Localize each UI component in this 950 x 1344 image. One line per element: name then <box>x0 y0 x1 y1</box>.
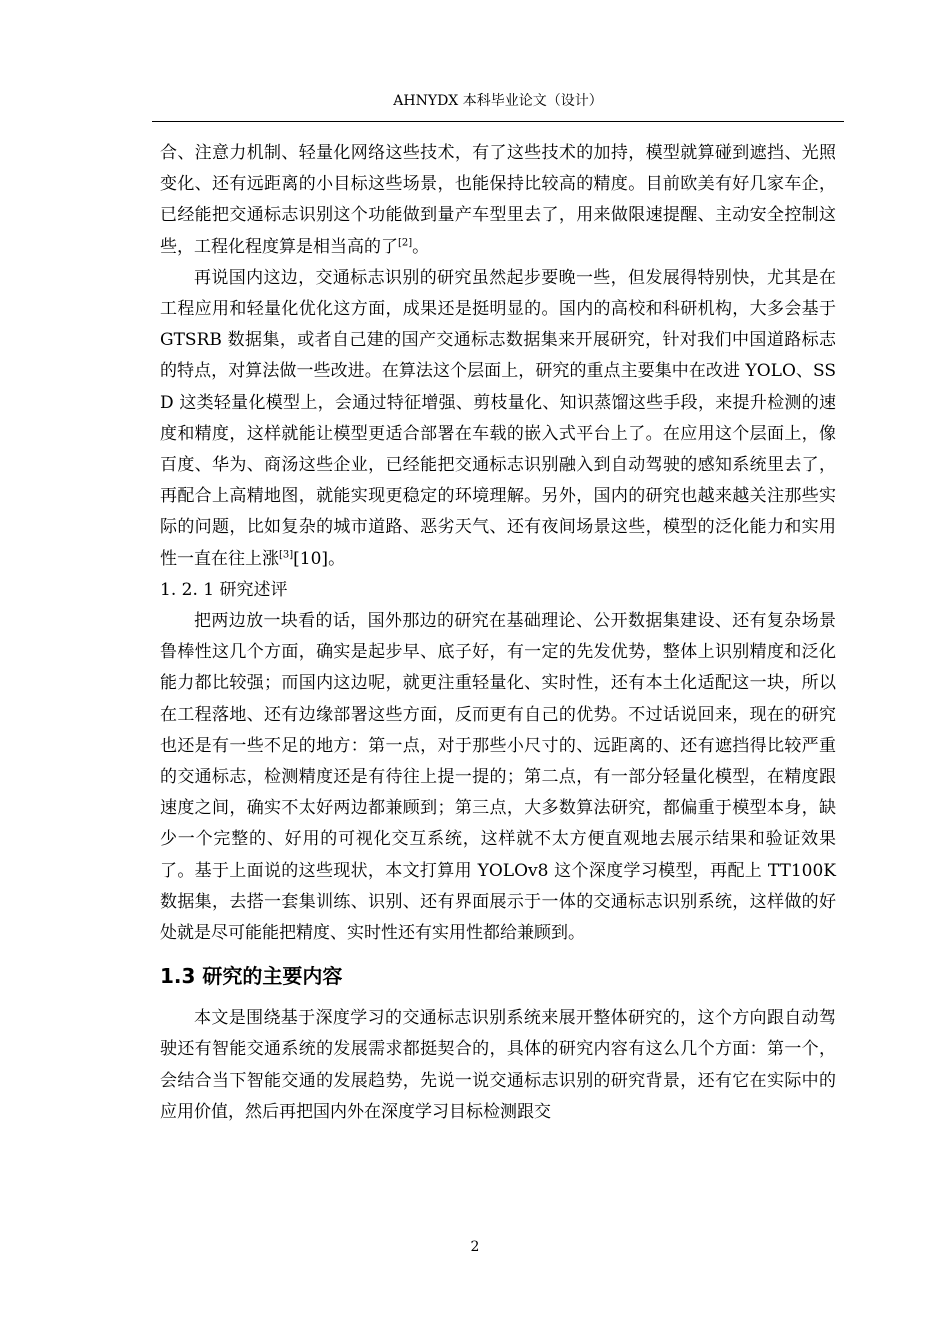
page-number: 2 <box>470 1239 480 1255</box>
citation-2: [2] <box>398 236 413 248</box>
subsection-heading: 1. 2. 1 研究述评 <box>160 579 288 600</box>
paragraph-4: 本文是围绕基于深度学习的交通标志识别系统来展开整体研究的，这个方向跟自动驾驶还有智能交通系统的发展需求都挺契合的，具体的研究内容有这么几个方面：第一个，会结合当下智能交通的发展趋势，先说一说交通标志识别的研究背景，还有它在实际中的应用价值，然后再把国内外在深度学习目标检测跟交 <box>160 1008 836 1122</box>
paragraph-2-end: [10]。 <box>293 548 346 569</box>
paragraph-2 <box>160 263 836 575</box>
paragraph-1-text: 合、注意力机制、轻量化网络这些技术，有了这些技术的加持，模型就算碰到遮挡、光照变化、还有远距离的小目标这些场景，也能保持比较高的精度。目前欧美有好几家车企，已经能把交通标志识别这个功能做到量产车型里去了，用来做限速提醒、主动安全控制这些，工程化程度算是相当高的了 <box>160 143 836 257</box>
paragraph-1-end: 。 <box>412 236 430 257</box>
header-rule <box>152 121 844 122</box>
body-text <box>160 138 836 1128</box>
section-heading: 1.3 研究的主要内容 <box>160 964 343 989</box>
citation-3: [3] <box>279 548 294 560</box>
paragraph-1 <box>160 138 836 263</box>
paragraph-2-text: 再说国内这边，交通标志识别的研究虽然起步要晚一些，但发展得特别快，尤其是在工程应用和轻量化优化这方面，成果还是挺明显的。国内的高校和科研机构，大多会基于 GTSRB 数据集，或者自己建的国产交通标志数据集来开展研究，针对我们中国道路标志的特点，对算法做一些改进。在算法这个层面上，研究的重点主要集中在改进 YOLO、SSD 这类轻量化模型上，会通过特征增强、剪枝量化、知识蒸馏这些手段，来提升检测的速度和精度，这样就能让模型更适合部署在车载的嵌入式平台上了。在应用这个层面上，像百度、华为、商汤这些企业，已经能把交通标志识别融入到自动驾驶的感知系统里去了，再配合上高精地图，就能实现更稳定的环境理解。另外，国内的研究也越来越关注那些实际的问题，比如复杂的城市道路、恶劣天气、还有夜间场景这些，模型的泛化能力和实用性一直在往上涨 <box>160 267 836 569</box>
running-header: AHNYDX 本科毕业论文（设计） <box>393 93 603 109</box>
paragraph-3: 把两边放一块看的话，国外那边的研究在基础理论、公开数据集建设、还有复杂场景鲁棒性这几个方面，确实是起步早、底子好，有一定的先发优势，整体上识别精度和泛化能力都比较强；而国内这边呢，就更注重轻量化、实时性，还有本土化适配这一块，所以在工程落地、还有边缘部署这些方面，反而更有自己的优势。不过话说回来，现在的研究也还是有一些不足的地方：第一点，对于那些小尺寸的、远距离的、还有遮挡得比较严重的交通标志，检测精度还是有待往上提一提的；第二点，有一部分轻量化模型，在精度跟速度之间，确实不太好两边都兼顾到；第三点，大多数算法研究，都偏重于模型本身，缺少一个完整的、好用的可视化交互系统，这样就不太方便直观地去展示结果和验证效果了。基于上面说的这些现状，本文打算用 YOLOv8 这个深度学习模型，再配上 TT100K 数据集，去搭一套集训练、识别、还有界面展示于一体的交通标志识别系统，这样做的好处就是尽可能能把精度、实时性还有实用性都给兼顾到。 <box>160 611 836 944</box>
